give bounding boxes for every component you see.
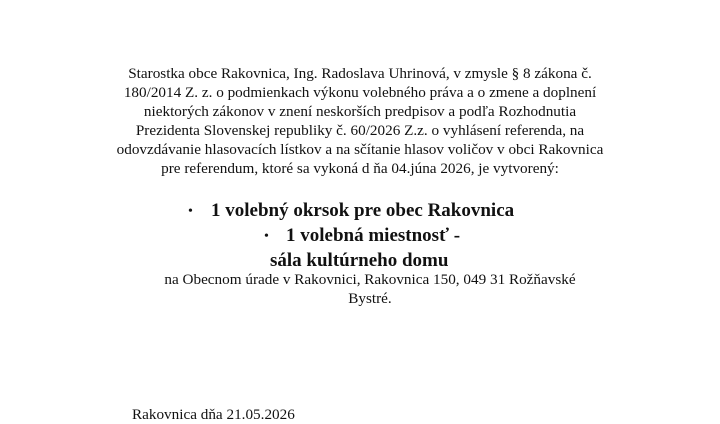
address-line: na Obecnom úrade v Rakovnici, Rakovnica 150, 049 31 Rožňavské — [164, 271, 576, 288]
intro-line: pre referendum, ktoré sa vykoná d ňa 04.júna 2026, je vytvorený: — [161, 160, 559, 177]
list-item-text: 1 volebný okrsok pre obec Rakovnica — [211, 200, 515, 221]
intro-paragraph — [100, 64, 620, 178]
intro-line: niektorých zákonov v znení neskorších predpisov a podľa Rozhodnutia — [143, 103, 577, 120]
place-and-date: Rakovnica dňa 21.05.2026 — [132, 406, 295, 423]
intro-line: Prezidenta Slovenskej republiky č. 60/2026 Z.z. o vyhlásení referenda, na — [135, 122, 585, 139]
intro-line: Starostka obce Rakovnica, Ing. Radoslava Uhrinová, v zmysle § 8 zákona č. — [128, 65, 592, 82]
list-item-text: 1 volebná miestnosť - — [286, 225, 461, 246]
bullet-icon: • — [264, 229, 269, 244]
list-item-voting-district — [0, 198, 720, 223]
address-line: Bystré. — [348, 290, 392, 307]
list-item-text: sála kultúrneho domu — [270, 250, 449, 271]
list-item-voting-room — [0, 223, 720, 248]
bullet-icon: • — [188, 204, 193, 219]
address-paragraph — [130, 270, 610, 308]
intro-line: odovzdávanie hlasovacích lístkov a na sčítanie hlasov voličov v obci Rakovnica — [116, 141, 604, 158]
intro-line: 180/2014 Z. z. o podmienkach výkonu volebného práva a o zmene a doplnení — [123, 84, 597, 101]
bullet-list — [0, 198, 720, 273]
